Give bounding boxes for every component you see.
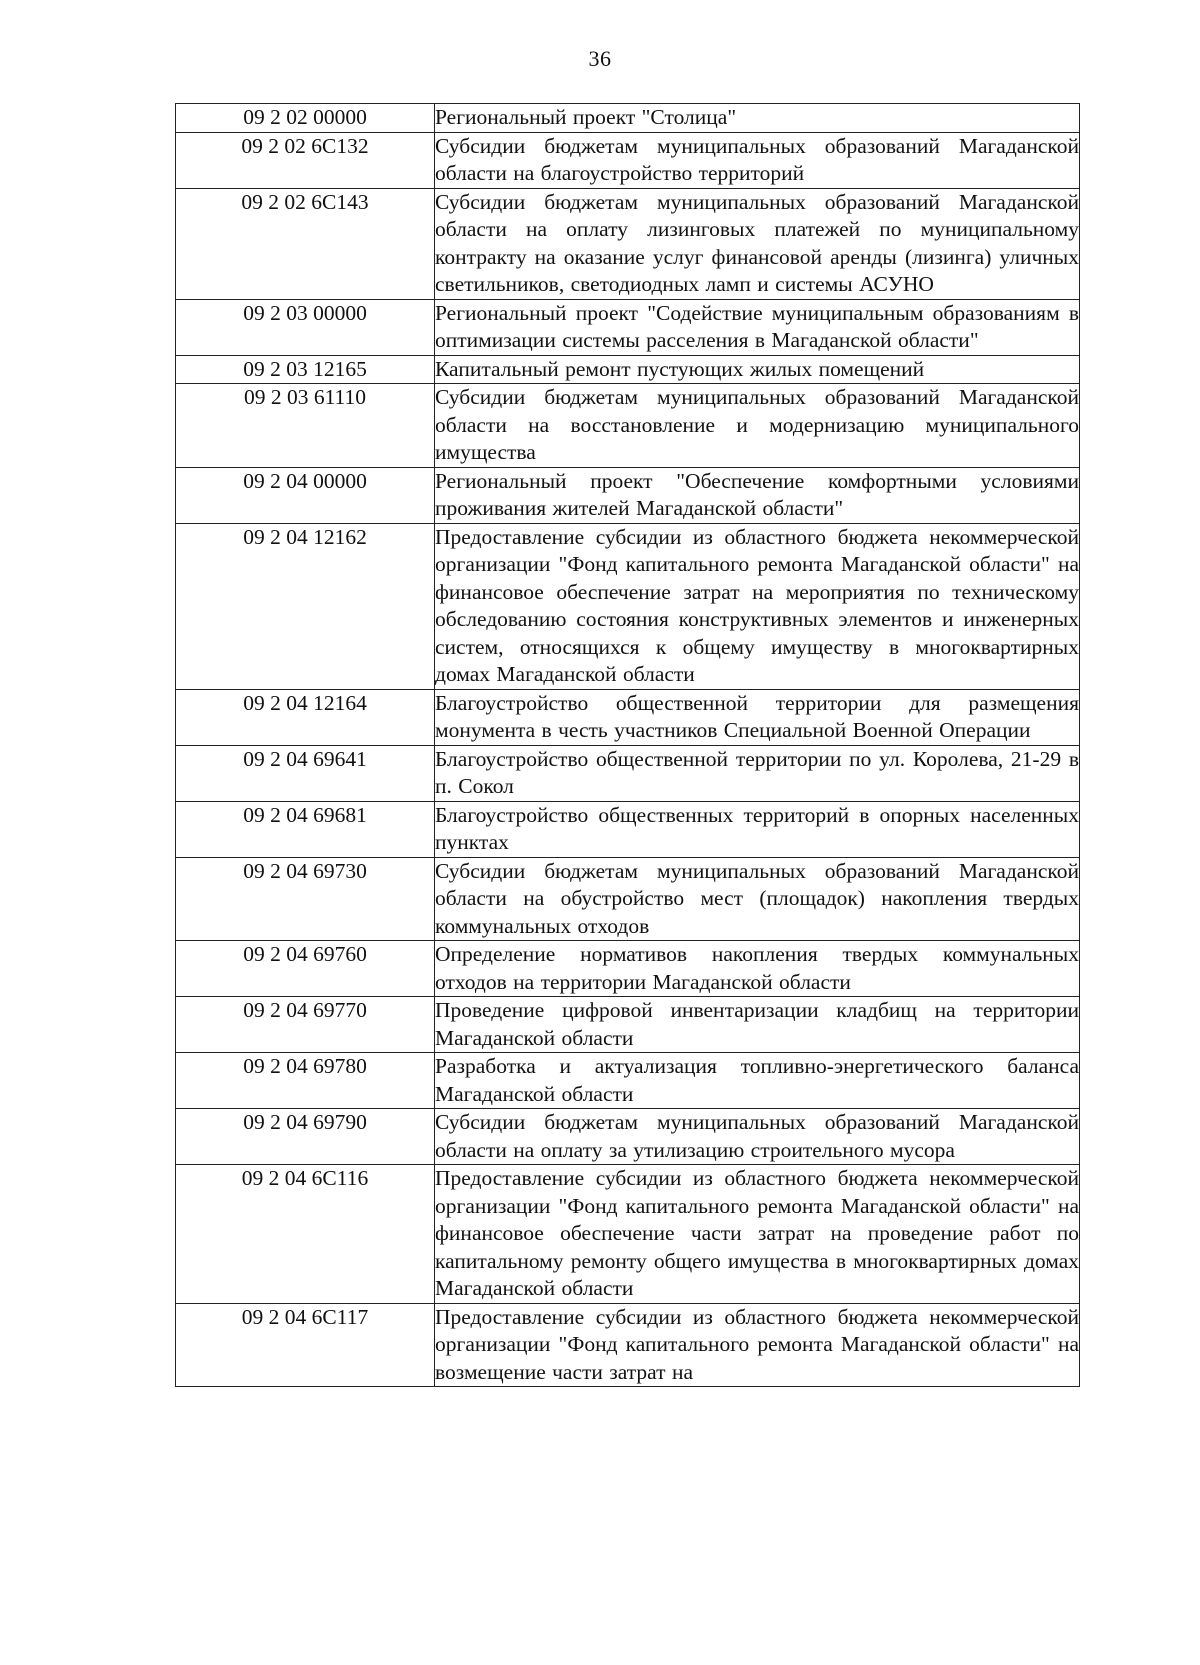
- table-row: [176, 1053, 1080, 1109]
- budget-code-cell: 09 2 04 00000: [176, 467, 435, 523]
- table-row: [176, 1303, 1080, 1387]
- budget-code-cell: 09 2 04 69730: [176, 857, 435, 941]
- table-row: [176, 1165, 1080, 1304]
- table-body: [176, 104, 1080, 1387]
- table-row: [176, 801, 1080, 857]
- description-cell: Субсидии бюджетам муниципальных образований Магаданской области на благоустройство территорий: [435, 132, 1080, 188]
- table-row: [176, 997, 1080, 1053]
- description-cell: Предоставление субсидии из областного бюджета некоммерческой организации "Фонд капитального ремонта Магаданской области" на финансовое обеспечение затрат на мероприятия по техническому обследованию состояния конструктивных элементов и инженерных систем, относящихся к общему имуществу в многоквартирных домах Магаданской области: [435, 523, 1080, 689]
- description-cell: Благоустройство общественных территорий в опорных населенных пунктах: [435, 801, 1080, 857]
- budget-code-cell: 09 2 04 12162: [176, 523, 435, 689]
- budget-code-cell: 09 2 04 69681: [176, 801, 435, 857]
- table-row: [176, 132, 1080, 188]
- budget-code-cell: 09 2 02 00000: [176, 104, 435, 133]
- description-cell: Региональный проект "Обеспечение комфортными условиями проживания жителей Магаданской области": [435, 467, 1080, 523]
- description-cell: Субсидии бюджетам муниципальных образований Магаданской области на оплату за утилизацию строительного мусора: [435, 1109, 1080, 1165]
- description-cell: Проведение цифровой инвентаризации кладбищ на территории Магаданской области: [435, 997, 1080, 1053]
- budget-code-cell: 09 2 04 69770: [176, 997, 435, 1053]
- budget-code-cell: 09 2 02 6С132: [176, 132, 435, 188]
- description-cell: Предоставление субсидии из областного бюджета некоммерческой организации "Фонд капитального ремонта Магаданской области" на возмещение части затрат на: [435, 1303, 1080, 1387]
- table-row: [176, 188, 1080, 299]
- description-cell: Благоустройство общественной территории по ул. Королева, 21-29 в п. Сокол: [435, 745, 1080, 801]
- description-cell: Субсидии бюджетам муниципальных образований Магаданской области на обустройство мест (площадок) накопления твердых коммунальных отходов: [435, 857, 1080, 941]
- budget-code-cell: 09 2 04 6С116: [176, 1165, 435, 1304]
- table-row: [176, 355, 1080, 384]
- budget-code-cell: 09 2 04 69760: [176, 941, 435, 997]
- budget-code-cell: 09 2 04 69641: [176, 745, 435, 801]
- budget-code-cell: 09 2 03 00000: [176, 299, 435, 355]
- description-cell: Благоустройство общественной территории для размещения монумента в честь участников Специальной Военной Операции: [435, 689, 1080, 745]
- table-row: [176, 299, 1080, 355]
- budget-code-cell: 09 2 02 6С143: [176, 188, 435, 299]
- table-row: [176, 941, 1080, 997]
- budget-code-cell: 09 2 04 6С117: [176, 1303, 435, 1387]
- table-row: [176, 689, 1080, 745]
- table-row: [176, 384, 1080, 468]
- page-number: 36: [588, 46, 612, 71]
- budget-code-cell: 09 2 04 12164: [176, 689, 435, 745]
- budget-code-cell: 09 2 03 61110: [176, 384, 435, 468]
- budget-code-cell: 09 2 03 12165: [176, 355, 435, 384]
- description-cell: Капитальный ремонт пустующих жилых помещений: [435, 355, 1080, 384]
- budget-code-cell: 09 2 04 69780: [176, 1053, 435, 1109]
- description-cell: Предоставление субсидии из областного бюджета некоммерческой организации "Фонд капитального ремонта Магаданской области" на финансовое обеспечение части затрат на проведение работ по капитальному ремонту общего имущества в многоквартирных домах Магаданской области: [435, 1165, 1080, 1304]
- description-cell: Разработка и актуализация топливно-энергетического баланса Магаданской области: [435, 1053, 1080, 1109]
- budget-code-table: [175, 103, 1080, 1387]
- table-row: [176, 1109, 1080, 1165]
- description-cell: Субсидии бюджетам муниципальных образований Магаданской области на оплату лизинговых платежей по муниципальному контракту на оказание услуг финансовой аренды (лизинга) уличных светильников, светодиодных ламп и системы АСУНО: [435, 188, 1080, 299]
- description-cell: Региональный проект "Столица": [435, 104, 1080, 133]
- table-row: [176, 523, 1080, 689]
- description-cell: Определение нормативов накопления твердых коммунальных отходов на территории Магаданской области: [435, 941, 1080, 997]
- description-cell: Субсидии бюджетам муниципальных образований Магаданской области на восстановление и модернизацию муниципального имущества: [435, 384, 1080, 468]
- budget-code-cell: 09 2 04 69790: [176, 1109, 435, 1165]
- table-row: [176, 857, 1080, 941]
- table-row: [176, 467, 1080, 523]
- table-row: [176, 104, 1080, 133]
- description-cell: Региональный проект "Содействие муниципальным образованиям в оптимизации системы расселения в Магаданской области": [435, 299, 1080, 355]
- table-row: [176, 745, 1080, 801]
